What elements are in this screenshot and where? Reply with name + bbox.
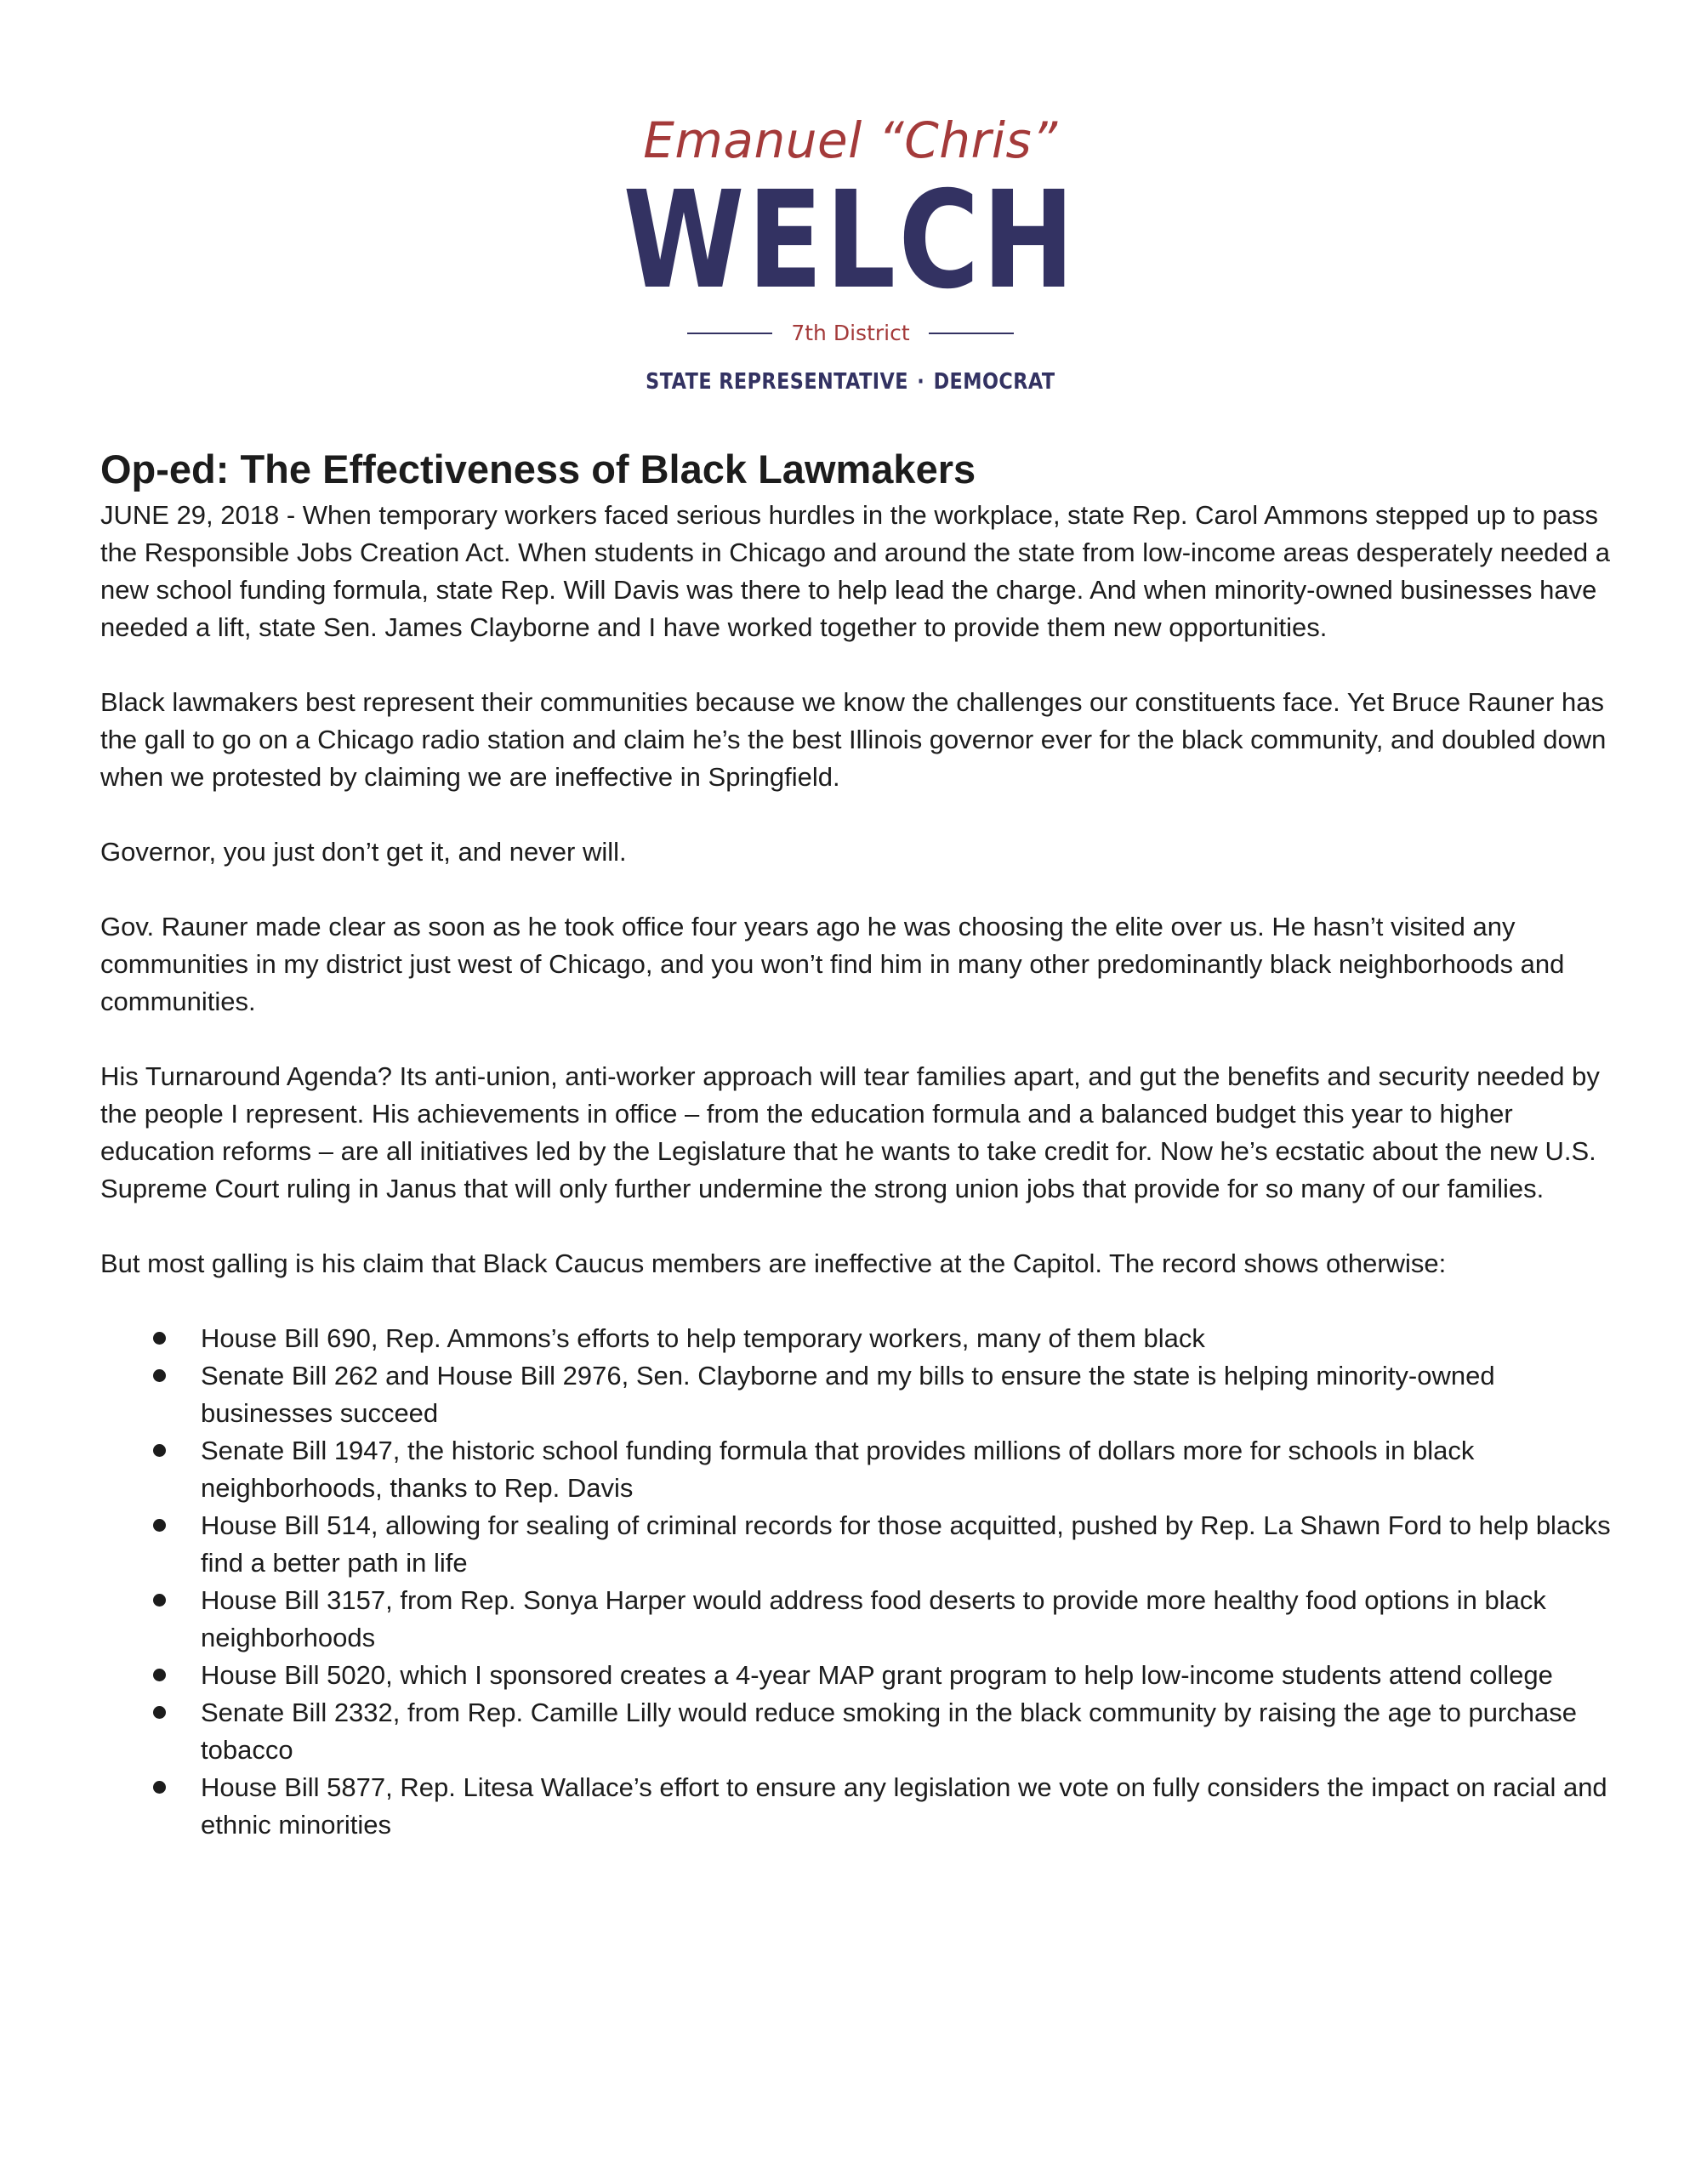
article-paragraph: His Turnaround Agenda? Its anti-union, anti-worker approach will tear families apart, and gut the benefits and security needed by the people I represent. His achievements in office – from the education formula and a balanced budget this year to higher education reforms – are all initiatives led by the Legislature that he wants to take credit for. Now he’s ecstatic about the new U.S. Supreme Court ruling in Janus that will only further undermine the strong union jobs that provide for so many of our families. [100, 1061, 1600, 1203]
bill-list-item-text: House Bill 514, allowing for sealing of criminal records for those acquitted, pushed by Rep. La Shawn Ford to help blacks find a better path in life [201, 1510, 1611, 1578]
article-paragraph: But most galling is his claim that Black Caucus members are ineffective at the Capitol. The record shows otherwise: [100, 1248, 1447, 1278]
logo-district-row [687, 316, 1013, 350]
bill-list-item [100, 1507, 1614, 1582]
bullet-icon [153, 1669, 166, 1681]
bullet-icon [153, 1781, 166, 1794]
letterhead-logo [0, 111, 1701, 395]
bill-list-item [100, 1432, 1614, 1507]
logo-surname: WELCH [623, 162, 1078, 319]
bill-list-item [100, 1357, 1614, 1432]
op-ed-article [100, 442, 1614, 1844]
bill-list-item [100, 1657, 1614, 1694]
bullet-icon [153, 1369, 166, 1382]
article-paragraph: Governor, you just don’t get it, and never will. [100, 837, 627, 867]
bullet-icon [153, 1332, 166, 1345]
bill-list-item-text: House Bill 5877, Rep. Litesa Wallace’s effort to ensure any legislation we vote on fully considers the impact on racial and ethnic minorities [201, 1772, 1607, 1840]
logo-district: 7th District [791, 321, 910, 345]
bill-list-item [100, 1694, 1614, 1769]
article-paragraph: JUNE 29, 2018 - When temporary workers faced serious hurdles in the workplace, state Rep. Carol Ammons stepped up to pass the Responsible Jobs Creation Act. When students in Chicago and around the state from low-income areas desperately needed a new school funding formula, state Rep. Will Davis was there to help lead the charge. And when minority-owned businesses have needed a lift, state Sen. James Clayborne and I have worked together to provide them new opportunities. [100, 500, 1610, 642]
bullet-icon [153, 1706, 166, 1719]
article-paragraph: Gov. Rauner made clear as soon as he took office four years ago he was choosing the elite over us. He hasn’t visited any communities in my district just west of Chicago, and you won’t find him in many other predominantly black neighborhoods and communities. [100, 912, 1565, 1016]
bill-list-item-text: Senate Bill 2332, from Rep. Camille Lilly would reduce smoking in the black community by raising the age to purchase tobacco [201, 1698, 1577, 1765]
logo-separator: · [917, 369, 925, 395]
article-paragraph: Black lawmakers best represent their communities because we know the challenges our constituents face. Yet Bruce Rauner has the gall to go on a Chicago radio station and claim he’s the best Illinois governor ever for the black community, and doubled down when we protested by claiming we are ineffective in Springfield. [100, 687, 1607, 792]
logo-office-title: STATE REPRESENTATIVE [646, 369, 909, 395]
bill-list-item-text: Senate Bill 1947, the historic school funding formula that provides millions of dollars more for schools in black neighborhoods, thanks to Rep. Davis [201, 1436, 1475, 1503]
bill-list-item-text: Senate Bill 262 and House Bill 2976, Sen. Clayborne and my bills to ensure the state is helping minority-owned businesses succeed [201, 1361, 1495, 1428]
logo-rule-left [687, 333, 772, 334]
article-title: Op-ed: The Effectiveness of Black Lawmakers [100, 446, 976, 492]
bill-list-item-text: House Bill 5020, which I sponsored creates a 4-year MAP grant program to help low-income students attend college [201, 1660, 1553, 1690]
bullet-icon [153, 1594, 166, 1607]
bill-list [100, 1320, 1614, 1844]
bill-list-item [100, 1769, 1614, 1844]
logo-first-name: Emanuel “Chris” [643, 111, 1058, 169]
bullet-icon [153, 1519, 166, 1532]
logo-party: DEMOCRAT [933, 369, 1055, 395]
bill-list-item-text: House Bill 690, Rep. Ammons’s efforts to help temporary workers, many of them black [201, 1323, 1205, 1353]
bullet-icon [153, 1444, 166, 1457]
logo-tagline [646, 369, 1055, 395]
logo-rule-right [929, 333, 1014, 334]
bill-list-item-text: House Bill 3157, from Rep. Sonya Harper would address food deserts to provide more healthy food options in black neighborhoods [201, 1585, 1546, 1652]
bill-list-item [100, 1320, 1614, 1357]
bill-list-item [100, 1582, 1614, 1657]
